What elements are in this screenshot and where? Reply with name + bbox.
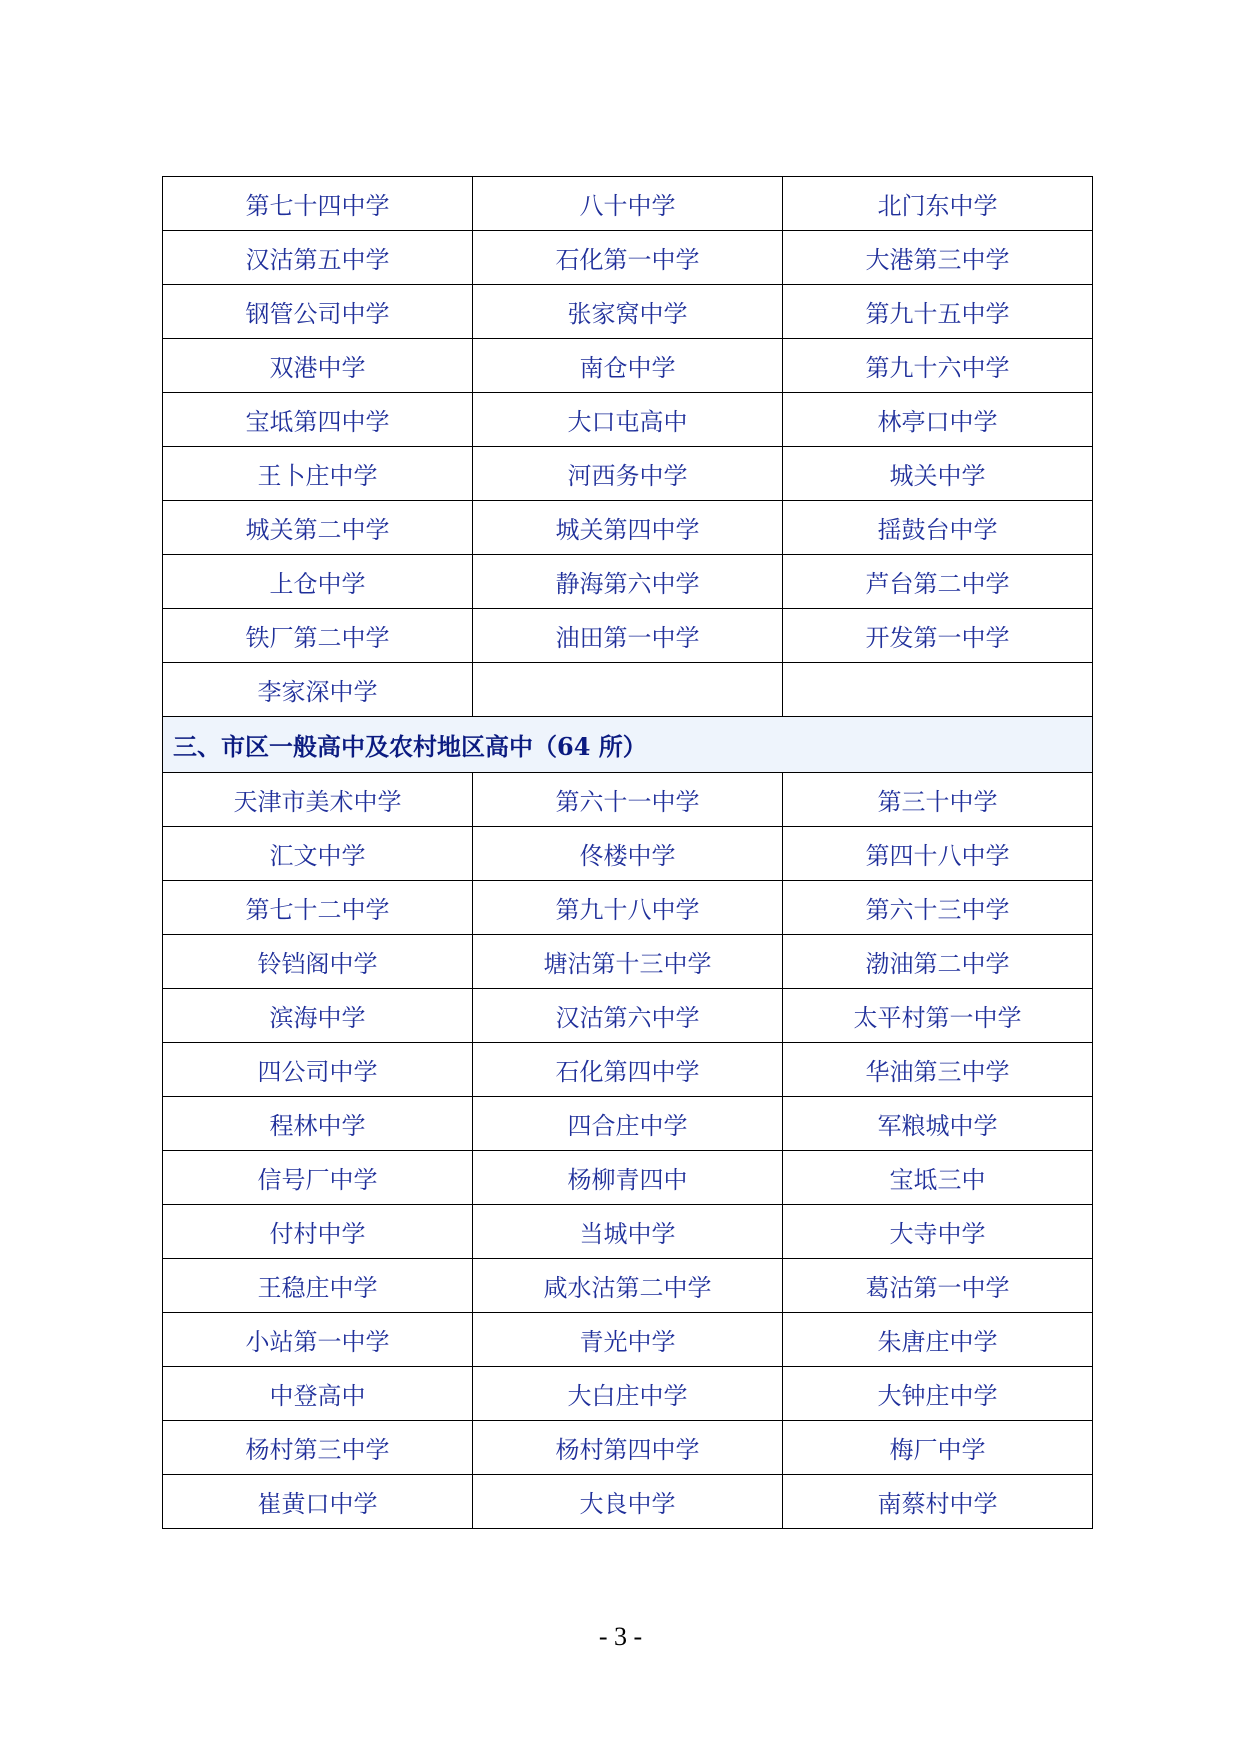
- table-row: [163, 501, 1093, 555]
- school-name-cell: 油田第一中学: [473, 609, 783, 663]
- table-row: [163, 773, 1093, 827]
- school-name-cell: 铁厂第二中学: [163, 609, 473, 663]
- table-row: [163, 1205, 1093, 1259]
- school-name-cell: 第九十六中学: [783, 339, 1093, 393]
- table-row: [163, 881, 1093, 935]
- school-name-cell: 城关中学: [783, 447, 1093, 501]
- school-name-cell: 青光中学: [473, 1313, 783, 1367]
- table-row: [163, 1043, 1093, 1097]
- school-name-cell: 双港中学: [163, 339, 473, 393]
- school-name-cell: 大良中学: [473, 1475, 783, 1529]
- school-name-cell: 河西务中学: [473, 447, 783, 501]
- school-name-cell: 太平村第一中学: [783, 989, 1093, 1043]
- school-name-cell: 程林中学: [163, 1097, 473, 1151]
- school-table-body-lower: [163, 773, 1093, 1529]
- school-name-cell: 葛沽第一中学: [783, 1259, 1093, 1313]
- school-name-cell: 第六十一中学: [473, 773, 783, 827]
- table-row: [163, 989, 1093, 1043]
- school-name-cell: 信号厂中学: [163, 1151, 473, 1205]
- table-row: [163, 1097, 1093, 1151]
- school-name-cell: 第九十八中学: [473, 881, 783, 935]
- school-name-cell: 南仓中学: [473, 339, 783, 393]
- school-name-cell: 石化第四中学: [473, 1043, 783, 1097]
- school-name-cell: 宝坻第四中学: [163, 393, 473, 447]
- section-heading-row: [163, 717, 1093, 773]
- school-name-cell: 塘沽第十三中学: [473, 935, 783, 989]
- table-row: [163, 827, 1093, 881]
- school-name-cell: 滨海中学: [163, 989, 473, 1043]
- school-name-cell: 南蔡村中学: [783, 1475, 1093, 1529]
- table-row: [163, 1151, 1093, 1205]
- school-name-cell: [473, 663, 783, 717]
- school-name-cell: 朱唐庄中学: [783, 1313, 1093, 1367]
- school-name-cell: 李家深中学: [163, 663, 473, 717]
- school-name-cell: 第七十二中学: [163, 881, 473, 935]
- school-name-cell: 北门东中学: [783, 177, 1093, 231]
- school-name-cell: 第六十三中学: [783, 881, 1093, 935]
- school-name-cell: 石化第一中学: [473, 231, 783, 285]
- table-row: [163, 555, 1093, 609]
- school-name-cell: 芦台第二中学: [783, 555, 1093, 609]
- school-name-cell: 城关第四中学: [473, 501, 783, 555]
- school-name-cell: 开发第一中学: [783, 609, 1093, 663]
- school-name-cell: 梅厂中学: [783, 1421, 1093, 1475]
- table-row: [163, 935, 1093, 989]
- school-name-cell: 杨村第四中学: [473, 1421, 783, 1475]
- school-name-cell: 四合庄中学: [473, 1097, 783, 1151]
- school-name-cell: 汇文中学: [163, 827, 473, 881]
- school-name-cell: 汉沽第六中学: [473, 989, 783, 1043]
- school-name-cell: 铃铛阁中学: [163, 935, 473, 989]
- school-name-cell: 付村中学: [163, 1205, 473, 1259]
- school-name-cell: 渤油第二中学: [783, 935, 1093, 989]
- school-name-cell: 军粮城中学: [783, 1097, 1093, 1151]
- school-name-cell: 揺鼓台中学: [783, 501, 1093, 555]
- table-row: [163, 393, 1093, 447]
- school-name-cell: 大口屯高中: [473, 393, 783, 447]
- school-name-cell: 当城中学: [473, 1205, 783, 1259]
- page-number: - 3 -: [598, 1622, 643, 1651]
- table-row: [163, 285, 1093, 339]
- school-name-cell: 天津市美术中学: [163, 773, 473, 827]
- school-name-cell: 大港第三中学: [783, 231, 1093, 285]
- school-name-cell: 第七十四中学: [163, 177, 473, 231]
- table-row: [163, 1313, 1093, 1367]
- school-name-cell: 宝坻三中: [783, 1151, 1093, 1205]
- school-name-cell: 第四十八中学: [783, 827, 1093, 881]
- school-table: [162, 176, 1093, 1529]
- school-name-cell: 城关第二中学: [163, 501, 473, 555]
- school-name-cell: 小站第一中学: [163, 1313, 473, 1367]
- school-name-cell: 中登高中: [163, 1367, 473, 1421]
- table-row: [163, 447, 1093, 501]
- table-row: [163, 1421, 1093, 1475]
- table-row: [163, 1367, 1093, 1421]
- school-name-cell: [783, 663, 1093, 717]
- school-name-cell: 钢管公司中学: [163, 285, 473, 339]
- school-name-cell: 杨柳青四中: [473, 1151, 783, 1205]
- school-name-cell: 佟楼中学: [473, 827, 783, 881]
- school-name-cell: 华油第三中学: [783, 1043, 1093, 1097]
- school-name-cell: 第三十中学: [783, 773, 1093, 827]
- school-table-section: [163, 717, 1093, 773]
- school-name-cell: 王稳庄中学: [163, 1259, 473, 1313]
- school-name-cell: 大白庄中学: [473, 1367, 783, 1421]
- school-name-cell: 张家窝中学: [473, 285, 783, 339]
- table-row: [163, 231, 1093, 285]
- school-name-cell: 咸水沽第二中学: [473, 1259, 783, 1313]
- school-name-cell: 第九十五中学: [783, 285, 1093, 339]
- school-name-cell: 八十中学: [473, 177, 783, 231]
- table-row: [163, 339, 1093, 393]
- table-row: [163, 609, 1093, 663]
- school-name-cell: 王卜庄中学: [163, 447, 473, 501]
- school-name-cell: 汉沽第五中学: [163, 231, 473, 285]
- school-name-cell: 静海第六中学: [473, 555, 783, 609]
- school-name-cell: 杨村第三中学: [163, 1421, 473, 1475]
- table-row: [163, 1475, 1093, 1529]
- school-name-cell: 大钟庄中学: [783, 1367, 1093, 1421]
- section-heading: 三、市区一般高中及农村地区高中（64 所）: [163, 717, 1093, 773]
- school-name-cell: 大寺中学: [783, 1205, 1093, 1259]
- table-row: [163, 1259, 1093, 1313]
- school-table-body-upper: [163, 177, 1093, 717]
- school-name-cell: 四公司中学: [163, 1043, 473, 1097]
- school-name-cell: 崔黄口中学: [163, 1475, 473, 1529]
- school-name-cell: 林亭口中学: [783, 393, 1093, 447]
- table-row: [163, 663, 1093, 717]
- table-row: [163, 177, 1093, 231]
- school-name-cell: 上仓中学: [163, 555, 473, 609]
